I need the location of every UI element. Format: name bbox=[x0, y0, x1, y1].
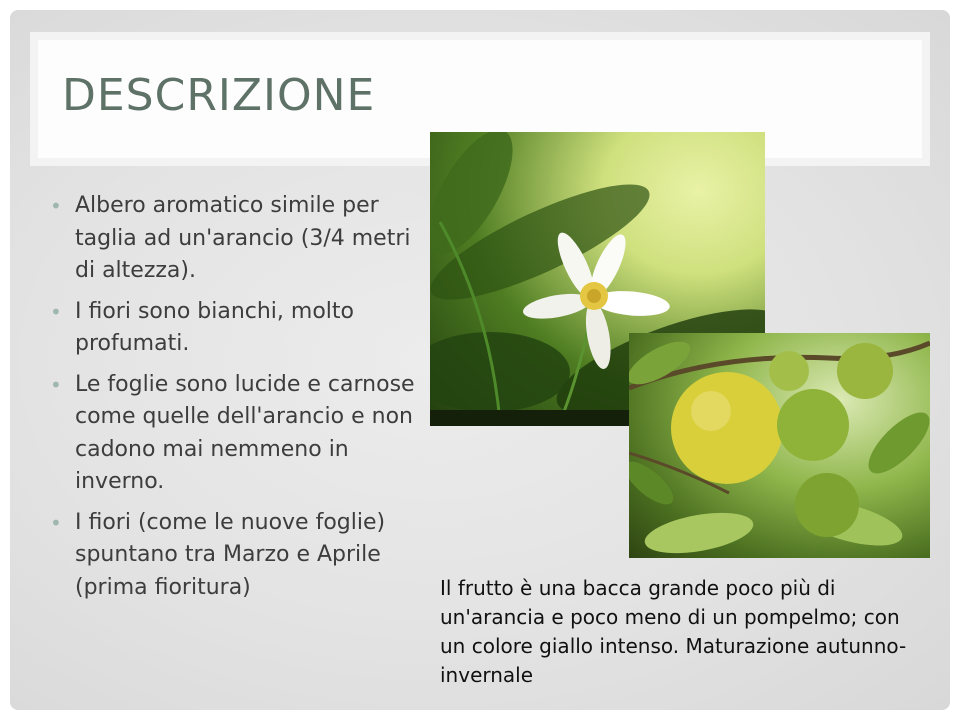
fruit-photo bbox=[629, 333, 930, 558]
bullet-dot-icon: • bbox=[50, 299, 62, 324]
bullet-text: Le foglie sono lucide e carnose come quelle dell'arancio e non cadono mai nemmeno in inverno. bbox=[75, 371, 415, 494]
bullet-text: I fiori sono bianchi, molto profumati. bbox=[75, 298, 354, 356]
slide-title: DESCRIZIONE bbox=[62, 70, 376, 121]
bullet-text: Albero aromatico simile per taglia ad un'arancio (3/4 metri di altezza). bbox=[75, 193, 411, 283]
slide bbox=[10, 10, 950, 710]
fruit-photo-illustration bbox=[629, 333, 930, 558]
bullet-dot-icon: • bbox=[50, 510, 62, 535]
bullet-item bbox=[46, 369, 416, 499]
bullet-list bbox=[46, 190, 416, 612]
bullet-item bbox=[46, 296, 416, 361]
bullet-item bbox=[46, 190, 416, 288]
bullet-dot-icon: • bbox=[50, 372, 62, 397]
bullet-item bbox=[46, 507, 416, 605]
fruit-caption: Il frutto è una bacca grande poco più di un'arancia e poco meno di un pompelmo; con un colore giallo intenso. Maturazione autunno-invernale bbox=[440, 576, 907, 687]
bullet-text: I fiori (come le nuove foglie) spuntano tra Marzo e Aprile (prima fioritura) bbox=[75, 509, 386, 600]
bullet-dot-icon: • bbox=[50, 194, 62, 218]
